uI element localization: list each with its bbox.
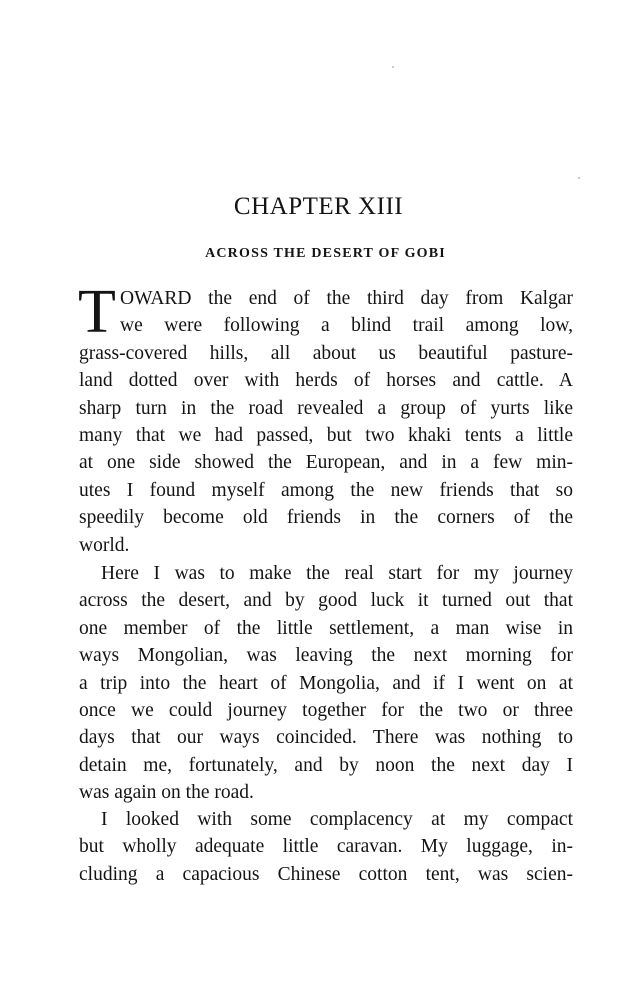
text-line: but wholly adequate little caravan. My luggage, in- (79, 836, 573, 858)
text-line: we were following a blind trail among low, (120, 315, 573, 337)
text-line: was again on the road. (79, 782, 254, 804)
text-line: at one side showed the European, and in a few min- (79, 452, 573, 474)
text-line: OWARD the end of the third day from Kalgar (120, 288, 573, 309)
text-line: grass-covered hills, all about us beautiful pasture- (79, 342, 573, 364)
text-line: one member of the little settlement, a man wise in (79, 617, 573, 639)
paper-speck (578, 177, 580, 179)
text-line: land dotted over with herds of horses and cattle. A (79, 370, 573, 392)
text-line: a trip into the heart of Mongolia, and if I went on at (79, 672, 573, 694)
text-line: world. (79, 534, 130, 556)
text-line: detain me, fortunately, and by noon the next day I (79, 754, 573, 776)
text-line: days that our ways coincided. There was nothing to (79, 727, 573, 749)
text-line: once we could journey together for the two or three (79, 699, 573, 721)
text-line: many that we had passed, but two khaki tents a little (79, 424, 573, 446)
paragraph-1 (79, 285, 573, 559)
text-line: sharp turn in the road revealed a group of yurts like (79, 397, 573, 419)
text-line: I looked with some complacency at my compact (101, 809, 573, 830)
text-line: ways Mongolian, was leaving the next morning for (79, 645, 573, 667)
text-line: utes I found myself among the new friends that so (79, 479, 573, 501)
paper-speck (392, 66, 394, 68)
paragraph-2 (79, 560, 573, 807)
paragraph-3 (79, 806, 573, 888)
text-line: across the desert, and by good luck it turned out that (79, 590, 573, 612)
drop-cap: T (78, 278, 116, 346)
text-line: speedily become old friends in the corners of the (79, 507, 573, 529)
chapter-title: ACROSS THE DESERT OF GOBI (205, 246, 446, 261)
chapter-heading: CHAPTER XIII (233, 193, 404, 220)
text-line: Here I was to make the real start for my journey (101, 563, 573, 584)
text-line: cluding a capacious Chinese cotton tent, was scien- (79, 863, 573, 885)
